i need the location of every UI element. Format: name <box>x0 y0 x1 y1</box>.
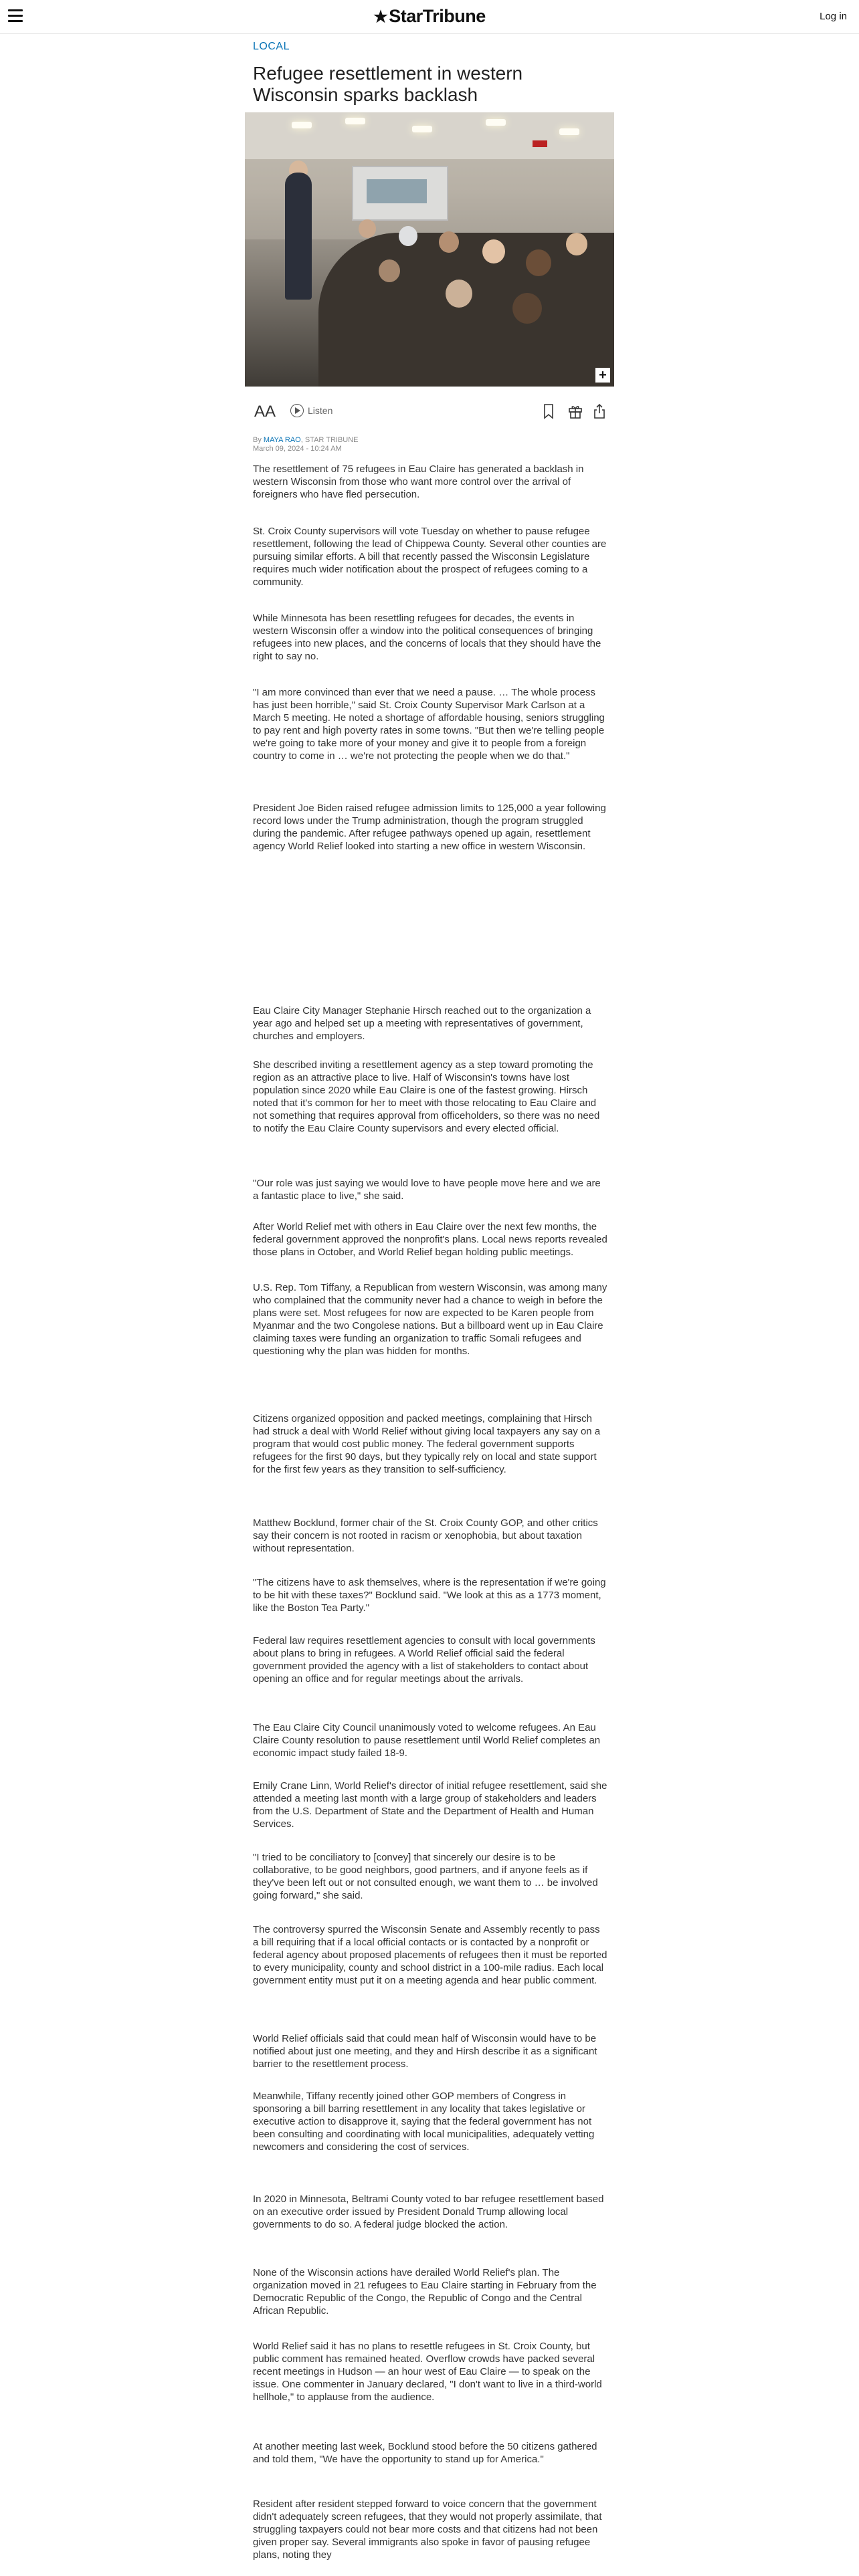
photo-audience <box>318 233 614 387</box>
top-navigation-bar <box>0 0 859 34</box>
article-headline: Refugee resettlement in western Wisconsin sparks backlash <box>253 63 523 105</box>
article-paragraph: While Minnesota has been resettling refugees for decades, the events in western Wisconsin offer a window into the political consequences of bringing refugees into new places, and the concerns of locals that they should have the right to say no. <box>253 613 601 662</box>
article-paragraph: "The citizens have to ask themselves, where is the representation if we're going to be hit with these taxes?" Bocklund said. "We look at this as a 1773 moment, like the Boston Tea Party." <box>253 1577 606 1614</box>
photo-light <box>292 122 312 128</box>
startribune-logo[interactable]: ★StarTribune <box>373 6 486 26</box>
section-label[interactable]: LOCAL <box>253 41 290 52</box>
author-link[interactable]: MAYA RAO <box>263 436 301 444</box>
article-paragraph: World Relief officials said that could mean half of Wisconsin would have to be notified about just one meeting, and they and Hirsh describe it as a significant barrier to the resettlement process. <box>253 2033 597 2070</box>
article-paragraph: World Relief said it has no plans to resettle refugees in St. Croix County, but public comment has remained heated. Overflow crowds have packed several recent meetings in Hudson — an hour west of Eau Claire — to speak on the issue. One commenter in January declared, "I don't want to live in a third-world hellhole," to applause from the audience. <box>253 2341 602 2403</box>
article-paragraph: Eau Claire City Manager Stephanie Hirsch reached out to the organization a year ago and helped set up a meeting with representatives of government, churches and employers. <box>253 1005 591 1042</box>
photo-audience-head <box>379 259 400 282</box>
article-paragraph: "I tried to be conciliatory to [convey] that sincerely our desire is to be collaborative, to be good neighbors, good partners, and if anyone feels as if they've been left out or not consulted enough, we want them to … be involved going forward," she said. <box>253 1852 598 1901</box>
article-paragraph: The controversy spurred the Wisconsin Senate and Assembly recently to pass a bill requiring that if a local official contacts or is contacted by a nonprofit or federal agency about proposed placements of refugees then it must be reported to every municipality, county and school district in a 100-mile radius. Each local government entity must put it on a meeting agenda and hear public comment. <box>253 1924 607 1986</box>
photo-light <box>345 118 365 124</box>
share-icon[interactable] <box>591 403 607 420</box>
outlet-name: , STAR TRIBUNE <box>300 436 359 444</box>
photo-exit-sign <box>533 140 547 147</box>
article-paragraph: "I am more convinced than ever that we need a pause. … The whole process has just been horrible," said St. Croix County Supervisor Mark Carlson at a March 5 meeting. He noted a shortage of affordable housing, seniors struggling to pay rent and high poverty rates in some towns. "But then we're telling people we're going to take more of your money and give it to people from a foreign country to come in … we're not protecting the people when we do that." <box>253 687 605 762</box>
article-paragraph: Matthew Bocklund, former chair of the St. Croix County GOP, and other critics say their concern is not rooted in racism or xenophobia, but about taxation without representation. <box>253 1517 598 1554</box>
article-paragraph: After World Relief met with others in Eau Claire over the next few months, the federal government approved the nonprofit's plans. Local news reports revealed those plans in October, and World Relief began holding public meetings. <box>253 1221 607 1258</box>
byline <box>253 436 607 453</box>
article-paragraph: Meanwhile, Tiffany recently joined other GOP members of Congress in sponsoring a bill barring resettlement in any locality that takes legislative or executive action to disapprove it, saying that the federal government has not been consulting and coordinating with local municipalities, adequately vetting newcomers and considering the cost of services. <box>253 2090 595 2153</box>
article-paragraph: Citizens organized opposition and packed meetings, complaining that Hirsch had struck a deal with World Relief without giving local taxpayers any say on a program that would cost public money. The federal government supports refugees for the first 90 days, but they typically rely on local and state support for the first few years as they transition to self-sufficiency. <box>253 1413 601 1475</box>
photo-audience-head <box>512 293 542 324</box>
photo-audience-head <box>446 280 472 308</box>
photo-audience-head <box>439 231 459 253</box>
star-icon: ★ <box>373 8 388 26</box>
photo-audience-head <box>359 219 376 238</box>
photo-audience-head <box>399 226 417 246</box>
article-paragraph: None of the Wisconsin actions have derailed World Relief's plan. The organization moved in 21 refugees to Eau Claire starting in February from the Democratic Republic of the Congo, the Republic of Congo and the Central African Republic. <box>253 2267 597 2317</box>
photo-light <box>486 119 506 126</box>
bookmark-icon[interactable] <box>541 403 557 420</box>
article-paragraph: St. Croix County supervisors will vote Tuesday on whether to pause refugee resettlement, following the lead of Chippewa County. Several other counties are pursuing similar efforts. A bill that recently passed the Wisconsin Legislature requires much wider notification about the prospect of refugees coming to a community. <box>253 526 607 588</box>
byline-prefix: By <box>253 436 262 444</box>
article-paragraph: U.S. Rep. Tom Tiffany, a Republican from western Wisconsin, was among many who complained that the community never had a chance to weigh in before the plans were set. Most refugees for now are expected to be Karen people from Myanmar and the two Congolese nations. But a billboard went up in Eau Claire claiming taxes were funding an organization to traffic Somali refugees and questioning why the plan was hidden for months. <box>253 1282 607 1357</box>
article-toolbar <box>253 400 607 423</box>
play-icon <box>290 404 304 417</box>
article-paragraph: At another meeting last week, Bocklund stood before the 50 citizens gathered and told them, "We have the opportunity to stand up for America." <box>253 2441 597 2465</box>
text-size-button[interactable]: AA <box>254 403 276 421</box>
article-paragraph: President Joe Biden raised refugee admission limits to 125,000 a year following record lows under the Trump administration, though the program struggled during the pandemic. After refugee pathways opened up again, resettlement agency World Relief looked into starting a new office in western Wisconsin. <box>253 802 606 852</box>
publish-date: March 09, 2024 - 10:24 AM <box>253 445 342 453</box>
article-paragraph: She described inviting a resettlement agency as a step toward promoting the region as an attractive place to live. Half of Wisconsin's towns have lost population since 2020 while Eau Claire is one of the fastest growing. Hirsch noted that it's common for her to meet with those relocating to Eau Claire and not something that requires approval from officeholders, so there was no need to notify the Eau Claire County supervisors and every elected official. <box>253 1059 600 1134</box>
expand-image-icon[interactable]: + <box>595 368 610 383</box>
photo-projector-screen <box>352 166 448 221</box>
photo-audience-head <box>566 233 587 255</box>
login-link[interactable]: Log in <box>820 11 847 22</box>
ad-slot <box>253 883 607 990</box>
article-paragraph: Resident after resident stepped forward to voice concern that the government didn't adequately screen refugees, that they would not properly assimilate, that struggling taxpayers could not bear more costs and that citizens had not been given proper say. Several immigrants also spoke in favor of pausing refugee plans, noting they <box>253 2498 602 2561</box>
photo-speaker <box>285 173 312 300</box>
photo-audience-head <box>526 249 551 276</box>
article-paragraph: "Our role was just saying we would love to have people move here and we are a fantastic place to live," she said. <box>253 1178 601 1202</box>
article-paragraph: The resettlement of 75 refugees in Eau Claire has generated a backlash in western Wisconsin from those who want more control over the arrival of foreigners who have fled persecution. <box>253 463 584 500</box>
gift-icon[interactable] <box>567 403 583 420</box>
photo-light <box>559 128 579 135</box>
article-paragraph: In 2020 in Minnesota, Beltrami County voted to bar refugee resettlement based on an executive order issued by President Donald Trump allowing local governments to do so. A federal judge blocked the action. <box>253 2193 604 2230</box>
photo-audience-head <box>482 239 505 263</box>
article-paragraph: The Eau Claire City Council unanimously voted to welcome refugees. An Eau Claire County resolution to pause resettlement until World Relief completes an economic impact study failed 18-9. <box>253 1722 601 1759</box>
listen-button[interactable]: Listen <box>290 404 332 417</box>
article-photo[interactable] <box>245 112 614 387</box>
article-header <box>253 33 607 106</box>
article-paragraph: Emily Crane Linn, World Relief's director of initial refugee resettlement, said she attended a meeting last month with a large group of stakeholders and leaders from the U.S. Department of State and the Department of Health and Human Services. <box>253 1780 607 1830</box>
photo-ceiling <box>245 112 614 159</box>
article-paragraph: Federal law requires resettlement agencies to consult with local governments about plans to bring in refugees. A World Relief official said the federal government provided the agency with a list of stakeholders to contact about opening an office and for regular meetings about the arrivals. <box>253 1635 595 1685</box>
photo-light <box>412 126 432 132</box>
